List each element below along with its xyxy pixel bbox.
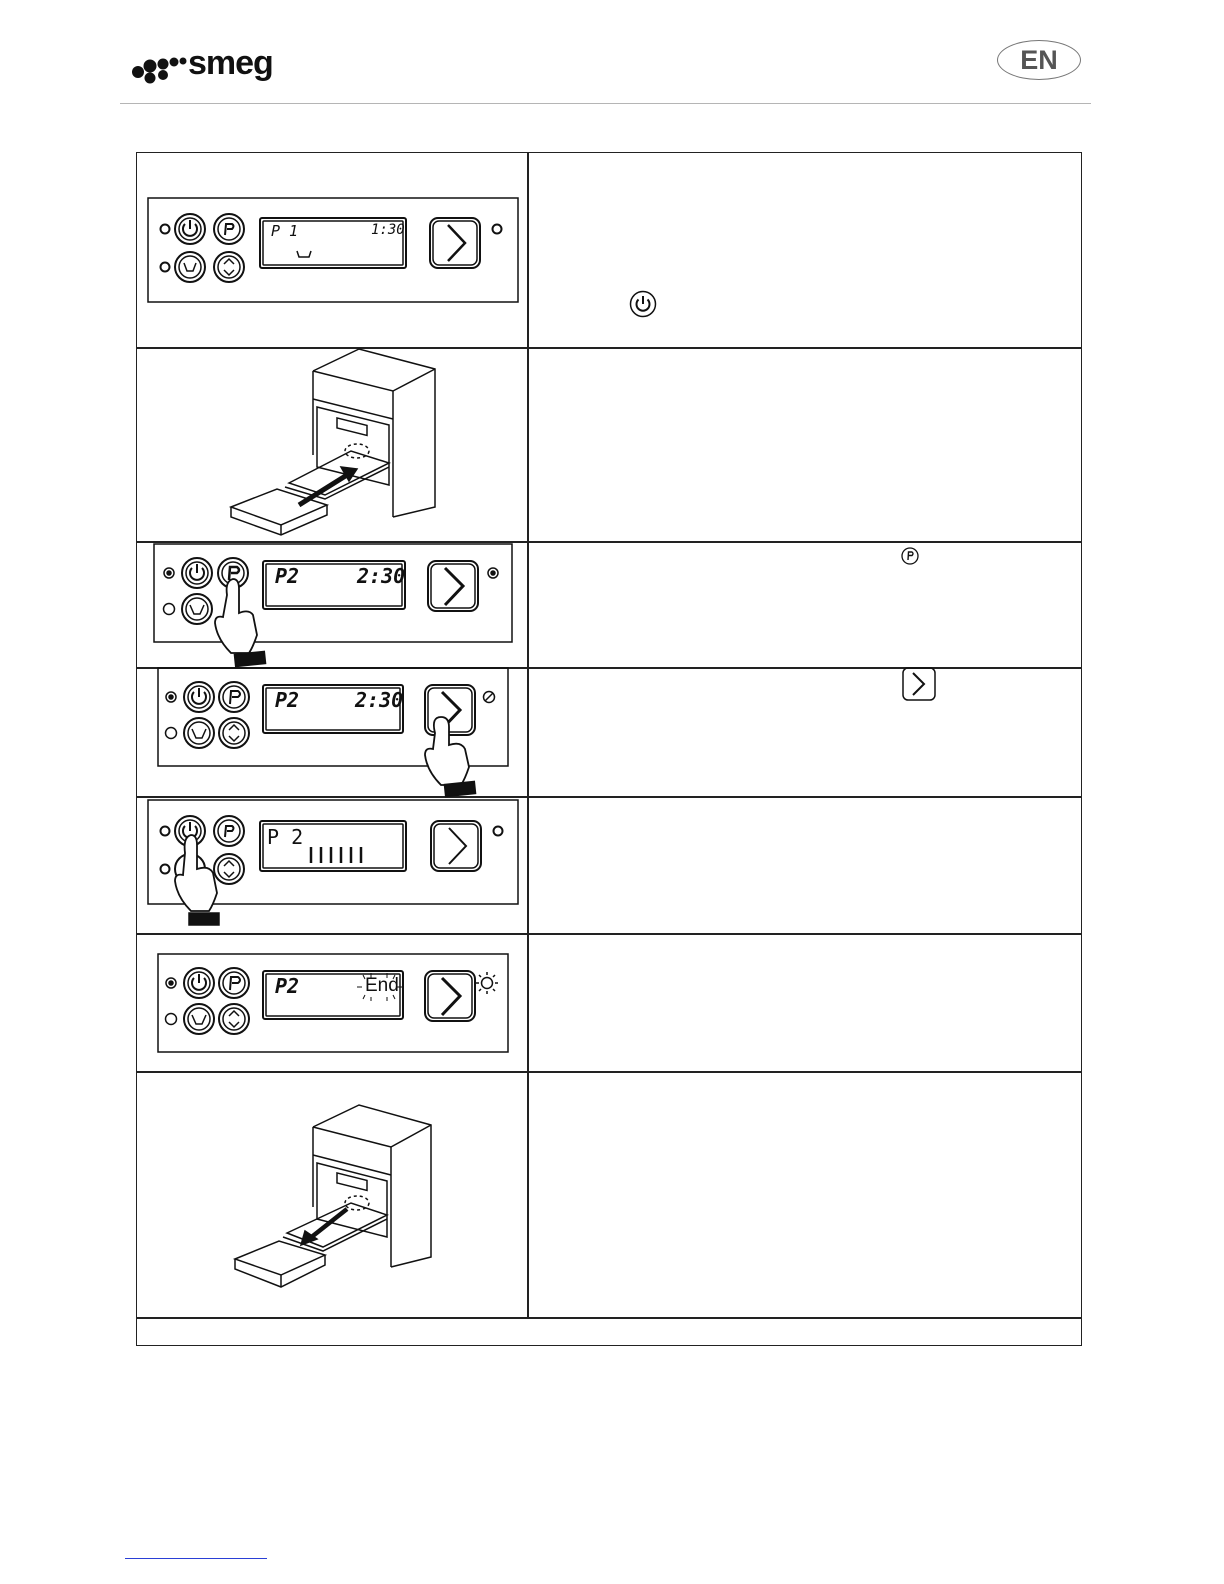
display-time: 2:30 bbox=[355, 688, 404, 712]
footer-link-underline bbox=[125, 1558, 267, 1559]
display-program: P2 bbox=[275, 974, 300, 998]
step-5-control-panel bbox=[147, 799, 519, 933]
glass-button[interactable] bbox=[175, 252, 205, 282]
smeg-logo bbox=[130, 42, 300, 86]
column-divider bbox=[527, 153, 529, 1317]
insert-basket-illustration bbox=[229, 347, 439, 539]
program-button-icon bbox=[901, 547, 919, 570]
power-button[interactable] bbox=[175, 214, 205, 244]
display-program: P 2 bbox=[267, 825, 304, 849]
header-divider bbox=[120, 103, 1091, 104]
start-button[interactable] bbox=[430, 218, 480, 268]
step-4-control-panel bbox=[157, 667, 509, 797]
row-divider bbox=[137, 1317, 1081, 1319]
start-button-icon bbox=[902, 667, 936, 706]
steps-table bbox=[136, 152, 1082, 1346]
row-divider bbox=[137, 1071, 1081, 1073]
step-1-control-panel bbox=[147, 197, 519, 303]
language-badge: EN bbox=[997, 40, 1081, 80]
remove-basket-illustration bbox=[233, 1103, 437, 1289]
display-program: P2 bbox=[275, 564, 300, 588]
display-program: P2 bbox=[275, 688, 300, 712]
display-time: 1:30 bbox=[371, 222, 405, 238]
selector-button[interactable] bbox=[214, 252, 244, 282]
display-program: P 1 bbox=[271, 222, 299, 240]
display-status: End bbox=[365, 975, 399, 996]
program-button[interactable] bbox=[214, 214, 244, 244]
glass-icon bbox=[297, 251, 311, 257]
sun-icon bbox=[476, 972, 498, 994]
step-6-control-panel bbox=[157, 953, 509, 1053]
step-3-control-panel bbox=[153, 543, 513, 667]
power-button-icon bbox=[629, 290, 657, 323]
row-divider bbox=[137, 933, 1081, 935]
display-time: 2:30 bbox=[357, 564, 406, 588]
brand-wordmark: smeg bbox=[188, 44, 273, 82]
